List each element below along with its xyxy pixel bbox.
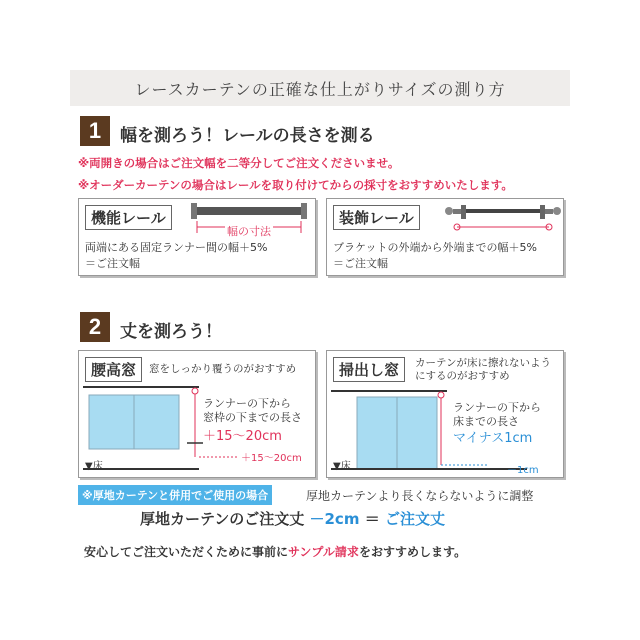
formula-eq: ＝ (364, 510, 380, 528)
sweep-desc-2: 床までの長さ (453, 415, 519, 428)
step-1-note-2: ※オーダーカーテンの場合はレールを取り付けてからの採寸をおすすめいたします。 (78, 178, 513, 192)
waist-window-label: 腰高窓 (85, 357, 142, 382)
formula-mid: －2cm (309, 510, 360, 528)
footer-suffix: をおすすめします。 (358, 545, 467, 559)
step-1-note-1: ※両開きの場合はご注文幅を二等分してご注文くださいませ。 (78, 156, 400, 170)
waist-desc-1: ランナーの下から (203, 397, 291, 410)
footer-prefix: 安心してご注文いただくために事前に (84, 545, 289, 559)
combo-formula (140, 508, 445, 529)
footer-highlight: サンプル請求 (288, 545, 359, 559)
page-title: レースカーテンの正確な仕上がりサイズの測り方 (70, 70, 570, 106)
functional-rail-desc-1: 両端にある固定ランナー間の幅＋5% (85, 241, 268, 254)
waist-floor-label: ▼床 (85, 461, 103, 472)
footer-note (84, 543, 466, 560)
functional-rail-label: 機能レール (85, 205, 172, 230)
sweep-desc-3: マイナス1cm (453, 431, 533, 446)
waist-desc-3: ＋15～20cm (203, 429, 282, 444)
sweep-window-caption-2: にするのがおすすめ (415, 370, 510, 382)
waist-desc-2: 窓枠の下までの長さ (203, 411, 302, 424)
step-1-heading: 幅を測ろう！レールの長さを測る (120, 126, 375, 146)
step-2-heading: 丈を測ろう！ (120, 322, 222, 342)
decorative-rail-desc-1: ブラケットの外端から外端までの幅＋5% (333, 241, 537, 254)
sweep-window-box (326, 350, 564, 478)
decorative-rail-label: 装飾レール (333, 205, 420, 230)
sweep-floor-label: ▼床 (333, 461, 351, 472)
combo-text: 厚地カーテンより長くならないように調整 (306, 489, 534, 503)
waist-window-box (78, 350, 316, 478)
sweep-window-label: 掃出し窓 (333, 357, 405, 382)
step-1-number: 1 (80, 116, 110, 146)
waist-window-caption: 窓をしっかり覆うのがおすすめ (149, 363, 297, 375)
functional-rail-dimension: 幅の寸法 (227, 225, 271, 238)
formula-right: ご注文丈 (384, 510, 445, 528)
decorative-rail-diagram (443, 203, 563, 239)
sweep-desc-1: ランナーの下から (453, 401, 541, 414)
sweep-window-caption-1: カーテンが床に擦れないよう (415, 357, 551, 369)
decorative-rail-desc-2: ＝ご注文幅 (333, 257, 388, 270)
waist-dimension: ＋15～20cm (241, 453, 302, 464)
combo-badge: ※厚地カーテンと併用でご使用の場合 (78, 485, 272, 505)
functional-rail-box (78, 198, 316, 276)
decorative-rail-box (326, 198, 564, 276)
functional-rail-desc-2: ＝ご注文幅 (85, 257, 140, 270)
sweep-dimension: －1cm (507, 465, 539, 476)
step-2-number: 2 (80, 312, 110, 342)
formula-left: 厚地カーテンのご注文丈 (140, 510, 305, 528)
